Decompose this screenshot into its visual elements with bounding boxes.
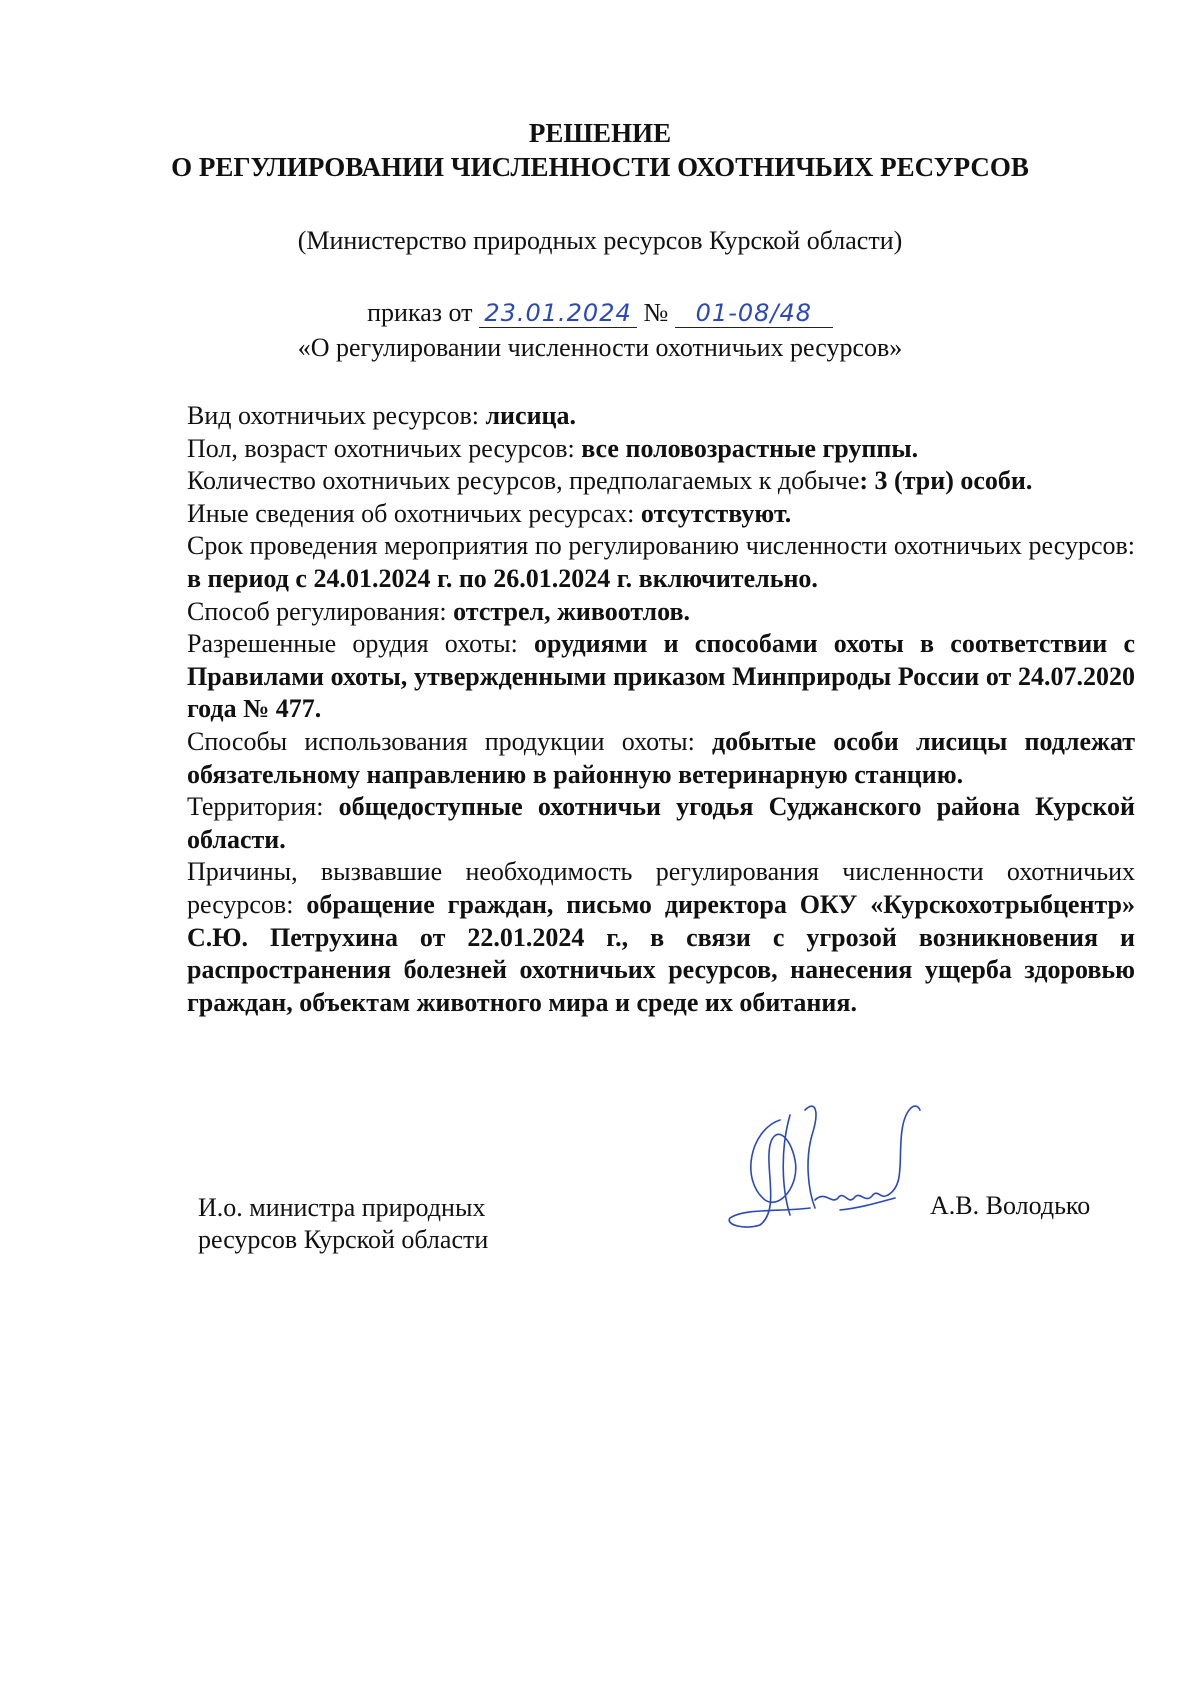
item-label: Способ регулирования:	[187, 596, 454, 626]
item-tools	[187, 628, 1135, 726]
signatory-position	[198, 1192, 488, 1256]
item-label: Причины, вызвавшие необходимость регулирования численности охотничьих ресурсов:	[187, 857, 1135, 919]
document-title: РЕШЕНИЕ	[528, 118, 672, 148]
item-period	[187, 530, 1135, 595]
decision-body	[187, 400, 1135, 1019]
item-label: Пол, возраст охотничьих ресурсов:	[187, 433, 582, 463]
item-resource-type	[187, 400, 1135, 433]
item-label: Территория:	[187, 792, 339, 822]
signatory-position-line1: И.о. министра природных	[198, 1193, 486, 1222]
item-label: Вид охотничьих ресурсов:	[187, 401, 486, 430]
item-value: общедоступные охотничьи угодья Суджанского района Курской области.	[187, 792, 1135, 854]
item-value: : 3 (три) особи.	[859, 466, 1033, 496]
item-value: отстрел, живоотлов.	[453, 596, 691, 626]
item-label: Разрешенные орудия охоты:	[187, 629, 535, 659]
item-method	[187, 596, 1135, 629]
order-date: 23.01.2024	[479, 299, 637, 328]
ministry-name: (Министерство природных ресурсов Курской области)	[297, 226, 903, 255]
handwritten-signature	[720, 1090, 940, 1240]
item-label: Количество охотничьих ресурсов, предполагаемых к добыче	[187, 466, 860, 496]
item-sex-age	[187, 433, 1135, 466]
item-value: отсутствуют.	[640, 498, 792, 528]
signatory-position-line2: ресурсов Курской области	[198, 1225, 489, 1254]
signatory-name: А.В. Володько	[930, 1191, 1091, 1220]
order-number: 01-08/48	[675, 299, 833, 328]
order-number-sign: №	[643, 298, 669, 327]
item-reasons	[187, 856, 1135, 1019]
item-label: Срок проведения мероприятия по регулированию численности охотничьих ресурсов:	[187, 531, 1135, 561]
item-value: обращение граждан, письмо директора ОКУ «Курскохотрыбцентр» С.Ю. Петрухина от 22.01.2024 г., в связи с угрозой возникновения и распространения болезней охотничьих ресурсов, нанесения ущерба здоровью граждан, объектам животного мира и среде их обитания.	[187, 889, 1135, 1017]
item-value: добытые особи лисицы подлежат обязательному направлению в районную ветеринарную станцию.	[187, 726, 1135, 789]
item-other-info	[187, 498, 1135, 531]
order-reference	[0, 297, 1200, 329]
item-value: орудиями и способами охоты в соответствии с Правилами охоты, утвержденными приказом Минприроды России от 24.07.2020 года № 477.	[187, 629, 1135, 724]
item-value: все половозрастные группы.	[581, 433, 919, 463]
item-value: лисица.	[485, 401, 577, 430]
order-prefix: приказ от	[367, 298, 473, 327]
item-label: Способы использования продукции охоты:	[187, 726, 712, 756]
document-subtitle: О РЕГУЛИРОВАНИИ ЧИСЛЕННОСТИ ОХОТНИЧЬИХ РЕСУРСОВ	[171, 152, 1029, 182]
item-label: Иные сведения об охотничьих ресурсах:	[187, 498, 641, 528]
item-territory	[187, 791, 1135, 856]
item-product-use	[187, 726, 1135, 791]
item-value: в период с 24.01.2024 г. по 26.01.2024 г. включительно.	[187, 563, 818, 593]
item-quantity	[187, 465, 1135, 498]
order-subject: «О регулировании численности охотничьих ресурсов»	[297, 333, 903, 362]
